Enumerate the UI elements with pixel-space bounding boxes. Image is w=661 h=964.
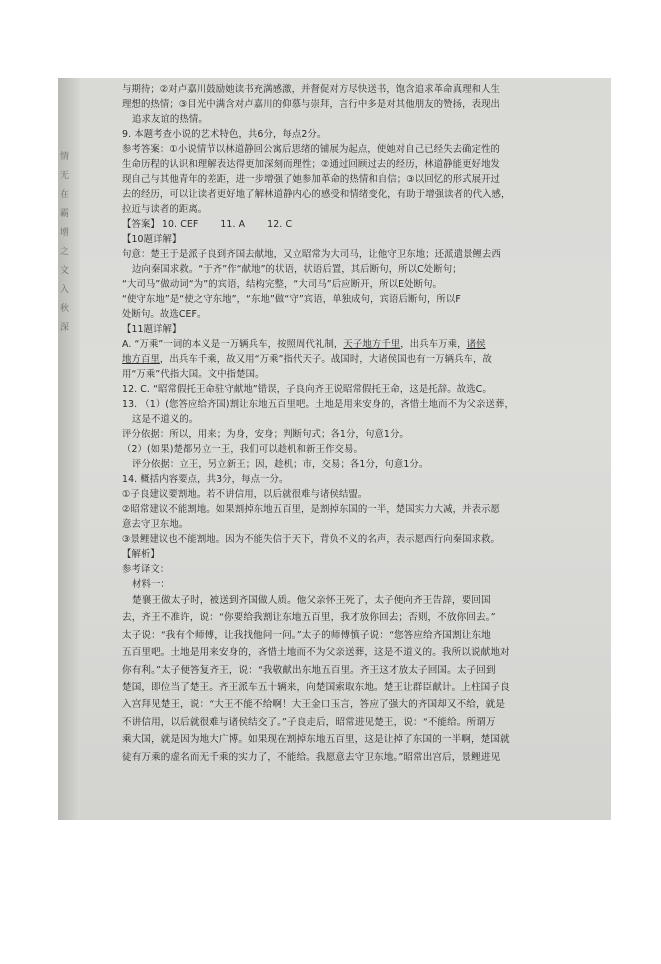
analysis-title: 【解析】 — [122, 549, 160, 560]
q11-text: ，出兵车千乘，故又用“万乘”指代天子。战国时，大诸侯国也有一万辆兵车，故 — [159, 354, 492, 365]
answer-12: 12. C — [267, 219, 293, 230]
translation-line: 乘大国，就是因为地大广博。如果现在割掉东地五百里，这是让掉了东国的一半啊，楚国就 — [122, 734, 510, 746]
q11-underlined: 诸侯 — [466, 339, 486, 350]
translation-block — [122, 592, 592, 766]
q11-underlined: 天子地方千里 — [343, 339, 401, 350]
q11-line: 用“万乘”代指大国。文中指楚国。 — [122, 369, 265, 380]
spine-text: 情无在霸增之文入秋深 — [60, 152, 70, 333]
q10-line: 句意：楚王于是派子良到齐国去献地，又立昭常为大司马，让他守卫东地；还派遣景鲤去西 — [122, 249, 502, 260]
q10-line: “使守东地”是“使之守东地”，“东地”做“守”宾语，单独成句，宾语后断句，所以F — [122, 294, 461, 305]
q10-line: 处断句。故选CEF。 — [122, 309, 207, 320]
q9-line: 现自己与其他青年的差距，进一步增强了她参加革命的热情和自信；③以回忆的形式展开过 — [122, 174, 501, 185]
answer-11: 11. A — [220, 219, 246, 230]
q8-tail-line: 追求友谊的热情。 — [132, 114, 208, 125]
translation-line: 五百里吧。土地是用来安身的，吝惜土地而不为父亲送葬，这是不道义的。我所以说献地对 — [122, 647, 510, 659]
q13-line: （2）(如果)楚都另立一王，我们可以趁机和新王作交易。 — [122, 444, 363, 455]
q13-line: 评分依据：立王，另立新王；因，趁机；市，交易；各1分，句意1分。 — [132, 459, 429, 470]
q11-text: A. “万乘”一词的本义是一万辆兵车，按照周代礼制， — [122, 339, 344, 350]
q14-line: 意去守卫东地。 — [122, 519, 189, 530]
answers-line — [122, 217, 592, 232]
translation-line: 楚襄王做太子时，被送到齐国做人质。他父亲怀王死了，太子便向齐王告辞，要回国 — [132, 595, 491, 606]
translation-line: 不讲信用，以后就很难与诸侯结交了。”子良走后，昭常进见楚王，说：“不能给。所谓万 — [122, 716, 496, 728]
q13-line: 这是不道义的。 — [132, 414, 199, 425]
q11-title: 【11题详解】 — [122, 324, 182, 335]
answers-label: 【答案】 — [122, 219, 160, 230]
q9-title: 9. 本题考查小说的艺术特色，共6分，每点2分。 — [122, 129, 327, 140]
translation-line: 入宫拜见楚王，说：“大王不能不给啊！大王金口玉言，答应了强大的齐国却又不给，就是 — [122, 699, 506, 711]
q11-underlined: 地方百里 — [122, 354, 160, 365]
q10-title: 【10题详解】 — [122, 234, 182, 245]
q11-line — [122, 352, 592, 367]
q8-tail-line: 与期待；②对卢嘉川鼓励她读书充满感激，并督促对方尽快送书，饱含追求革命真理和人生 — [122, 84, 501, 95]
answer-10: 10. CEF — [161, 219, 199, 230]
translation-line: 去，齐王不准许，说：“你要给我割让东地五百里，我才放你回去；否则，不放你回去。” — [122, 612, 496, 624]
q14-line: ②昭常建议不能割地。如果割掉东地五百里，是割掉东国的一半，楚国实力大减，并表示愿 — [122, 504, 501, 515]
answer-key-content — [122, 82, 592, 766]
q11-line — [122, 337, 592, 352]
q8-tail-line: 理想的热情；③目光中满含对卢嘉川的仰慕与崇拜，言行中多是对其他朋友的赞扬，表现出 — [122, 99, 501, 110]
translation-line: 你有利。”太子便答复齐王，说：“我敬献出东地五百里。齐王这才放太子回国。太子回到 — [122, 664, 496, 676]
translation-line: 楚国，即位当了楚王。齐王派车五十辆来，向楚国索取东地。楚王让群臣献计。上柱国子良 — [122, 682, 510, 694]
q14-line: ③景鲤建议也不能割地。因为不能失信于天下，背负不义的名声，表示愿西行向秦国求救。 — [122, 534, 501, 545]
q9-line: 生命历程的认识和理解表达得更加深刻而理性；②通过回顾过去的经历，林道静能更好地发 — [122, 159, 501, 170]
q9-line: 去的经历，可以让读者更好地了解林道静内心的感受和情绪变化，有助于增强读者的代入感， — [122, 189, 511, 200]
material-heading: 材料一： — [132, 579, 170, 590]
q10-line: “大司马”做动词“为”的宾语，结构完整，“大司马”后应断开，所以E处断句。 — [122, 279, 443, 290]
q9-line: 参考答案：①小说情节以林道静回公寓后思绪的铺展为起点，使她对自己已经失去确定性的 — [122, 144, 501, 155]
translation-line: 太子说：“我有个师傅，让我找他问一问。”太子的师傅慎子说：“您答应给齐国割让东地 — [122, 629, 491, 641]
q14-line: 14. 概括内容要点，共3分，每点一分。 — [122, 474, 289, 485]
q13-line: 评分依据：所以，用来；为身，安身；判断句式；各1分，句意1分。 — [122, 429, 409, 440]
q10-line: 边向秦国求救。“于齐”作“献地”的状语，状语后置，其后断句，所以C处断句； — [132, 264, 462, 275]
q14-line: ①子良建议要割地。若不讲信用，以后就很难与诸侯结盟。 — [122, 489, 368, 500]
document-photo — [58, 78, 611, 820]
q11-text: ，出兵车万乘， — [400, 339, 467, 350]
book-spine-shadow — [58, 78, 80, 820]
q13-line: 13. （1）(您答应给齐国)割让东地五百里吧。土地是用来安身的，吝惜土地而不为父亲送葬， — [122, 399, 514, 410]
translation-heading: 参考译文： — [122, 564, 170, 575]
q9-line: 拉近与读者的距离。 — [122, 204, 208, 215]
translation-line: 徒有万乘的虚名而无千乘的实力了，不能给。我愿意去守卫东地。”昭常出宫后，景鲤进见 — [122, 751, 501, 763]
q12-line: 12. C. “昭常假托王命驻守献地”错误，子良向齐王说昭常假托王命，这是托辞。故选C。 — [122, 384, 492, 395]
